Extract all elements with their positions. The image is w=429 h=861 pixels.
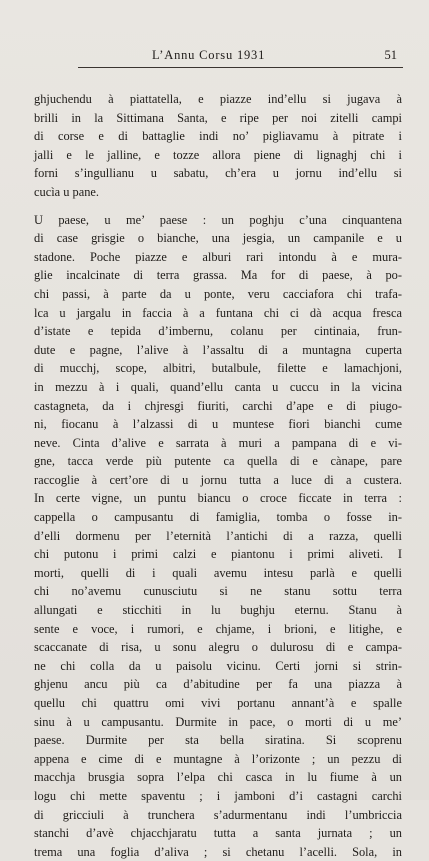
text-line: chi passi, à parte da u ponte, veru cacciafora chi trafa-: [34, 286, 402, 301]
text-line: macchja brusgia sopra l’elpa chi casca in lu fiume à un: [34, 770, 402, 785]
text-line: scaccanate di risa, u sonu alegru o dulurosu di e campa-: [34, 640, 402, 655]
text-line: raccoglie à cert’ore di u jornu tutta a luce di a custera.: [34, 472, 402, 487]
text-line: U paese, u me’ paese : un poghju c’una cinquantena: [34, 212, 402, 227]
text-line: morti, quelli di i quali avemu intesu parlà e quelli: [34, 565, 402, 580]
text-line: neve. Cinta d’alive e sarrata à muri a pampana di e vi-: [34, 435, 402, 450]
text-line: ni, fiocanu à l’alzassi di u muntese fiori bianchi cume: [34, 417, 402, 432]
paragraph: [34, 211, 402, 861]
text-line: d’elli dormenu per l’eternità l’antichi di a razza, quelli: [34, 528, 402, 543]
text-line: dute e pagne, l’alive à l’assaltu di a muntagna cuperta: [34, 342, 402, 357]
page-number: 51: [384, 48, 397, 62]
text-line: sinu à u campusantu. Durmite in pace, o morti di u me’: [34, 714, 402, 729]
page-header: [78, 44, 403, 68]
text-line: chi putonu i primi calzi e piantonu i primi aliveti. I: [34, 547, 402, 562]
text-line: chi no’avemu cunusciutu si ne stanu sottu terra: [34, 584, 402, 599]
text-line: forni s’ingullianu u sabatu, ch’era u jornu ind’ellu si: [34, 166, 402, 181]
text-line: d’istate e tepida d’imbernu, colanu per cintinaia, frun-: [34, 324, 402, 339]
body-text: [34, 90, 402, 861]
text-line: castagneta, da i chjresgi fiuriti, carchi d’ape e di piugo-: [34, 398, 402, 413]
text-line: paese. Durmite per sta bella siratina. Si scoprenu: [34, 733, 402, 748]
text-line: ghjenu ancu più ca d’abitudine per fa una piazza à: [34, 677, 402, 692]
text-line: glie incalcinate di terra grassa. Ma for di paese, à po-: [34, 268, 402, 283]
text-line: di case grisgie o bianche, una jesgia, un campanile e u: [34, 231, 402, 246]
text-line: stanchi d’avè chjacchjaratu tutta a santa jurnata ; un: [34, 826, 402, 841]
paragraph-gap: [34, 202, 402, 211]
text-line: In certe vigne, un puntu biancu o croce ficcate in terra :: [34, 491, 402, 506]
text-line: cucìa u pane.: [34, 184, 100, 199]
text-line: di gricciuli à trunchera s’adurmentanu indi l’umbriccia: [34, 807, 402, 822]
text-line: trema una foglia d’aliva ; si chetanu l’acelli. Sola, in: [34, 844, 402, 859]
text-line: di corse e di battaglie indi no’ pigliavamu à pitrate i: [34, 129, 402, 144]
paragraph: [34, 90, 402, 202]
text-line: di mucchj, scope, albitri, butalbule, filette e lamachjoni,: [34, 361, 402, 376]
text-line: sente e voce, i rumori, e chjame, i brioni, e litighe, e: [34, 621, 402, 636]
text-line: in mezzu à i quali, quand’ellu canta u cuccu in la vicina: [34, 379, 402, 394]
header-rule: [78, 67, 403, 68]
text-line: brilli in la Sittimana Santa, e ripe per noi zitelli campi: [34, 110, 402, 125]
text-line: jalli e le jalline, e tozze allora piene di lignaghj chi i: [34, 147, 402, 162]
text-line: logu chi mette spaventu ; i jamboni d’i castagni carchi: [34, 788, 402, 803]
text-line: cappella o campusantu di famiglia, tomba o fosse in-: [34, 510, 402, 525]
text-line: quellu chi quattru omi vivi portanu annant’à e spalle: [34, 696, 402, 710]
running-head: L’Annu Corsu 1931: [152, 48, 266, 62]
text-line: ne chi colla da u paisolu vicinu. Certi jorni si strin-: [34, 658, 402, 673]
text-line: gne, tacca verde più putente ca quella di e cànape, pare: [34, 454, 402, 469]
text-line: appena e cime di e muntagne à l’orizonte ; un pezzu di: [34, 751, 402, 766]
text-line: stadone. Poche piazze e alburi rari intondu à e mura-: [34, 249, 402, 264]
text-line: allungati e sticchiti in lu bughju eternu. Stanu à: [34, 603, 402, 618]
text-line: lca u jargalu in faccia à a funtana chi ci dà acqua fresca: [34, 305, 402, 320]
text-line: ghjuchendu à piattatella, e piazze ind’ellu si jugava à: [34, 92, 402, 106]
